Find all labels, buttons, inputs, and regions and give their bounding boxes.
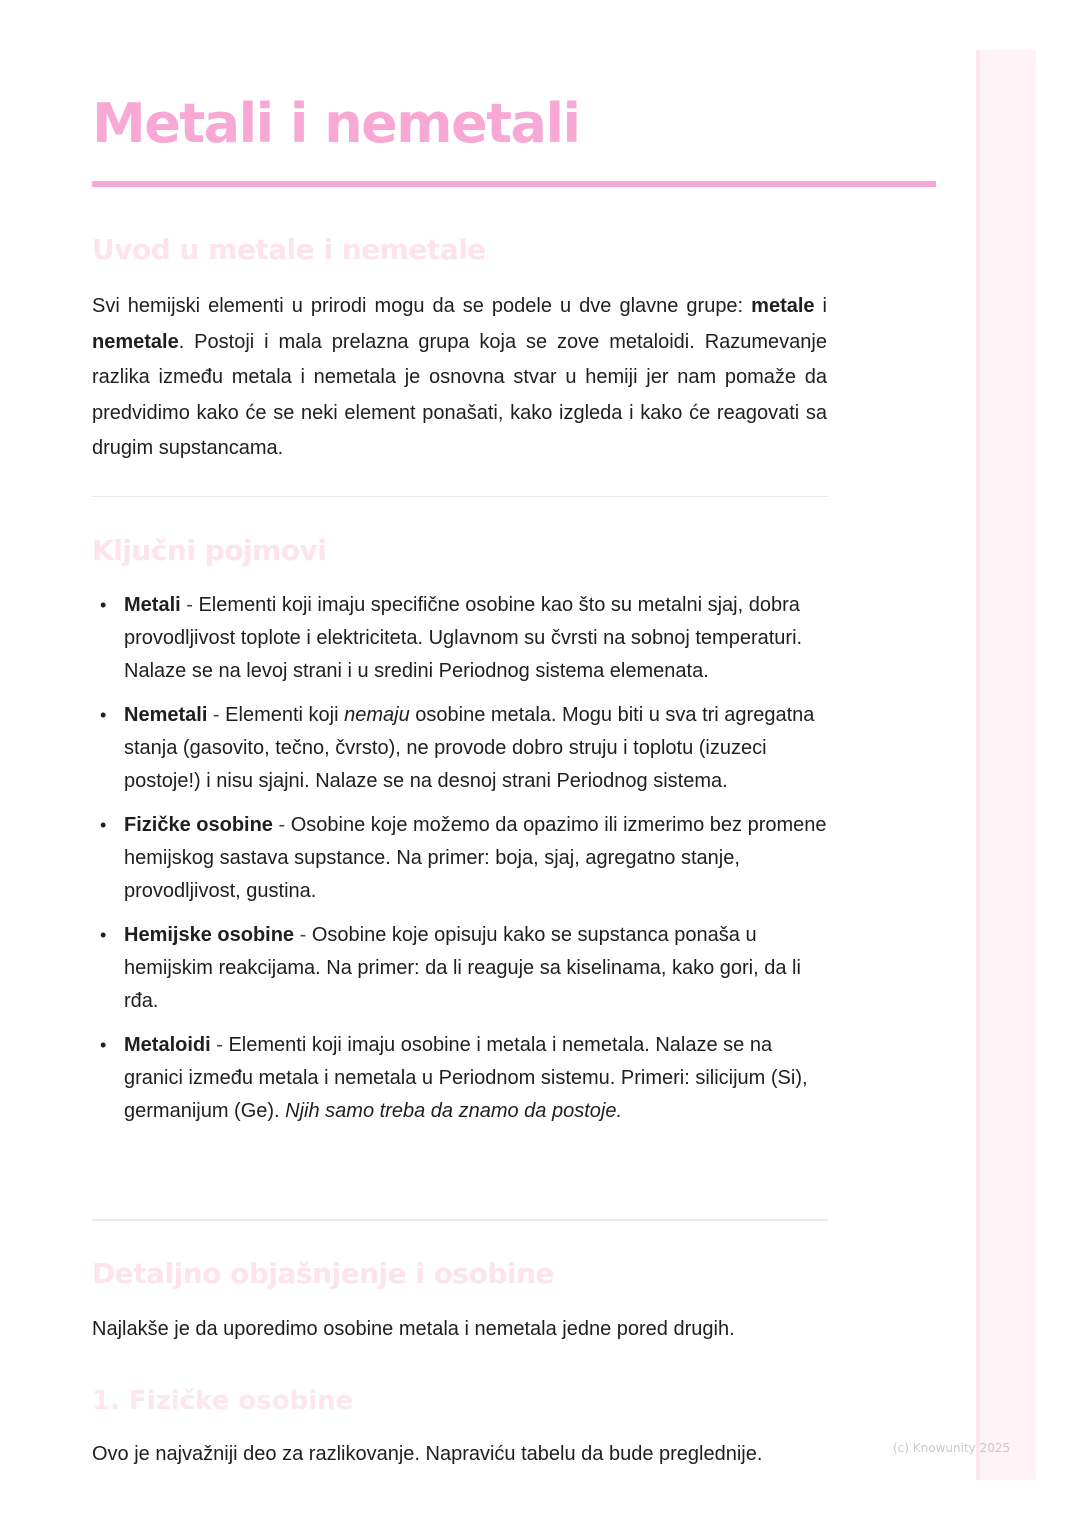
divider bbox=[92, 496, 828, 497]
term-label: Fizičke osobine bbox=[124, 814, 273, 836]
term-label: Nemetali bbox=[124, 704, 208, 726]
bullet-icon: • bbox=[100, 1035, 107, 1055]
term-description: Osobine koje možemo da opazimo ili izmerimo bez promene hemijskog sastava supstance. Na primer: boja, sjaj, agregatno stanje, provodljivost, gustina. bbox=[124, 814, 827, 902]
detail-heading: Detaljno objašnjenje i osobine bbox=[92, 1257, 554, 1290]
key-terms-list bbox=[92, 589, 832, 1139]
term-label: Metali bbox=[124, 594, 181, 616]
term-separator: - bbox=[210, 1034, 229, 1056]
detail-text: Najlakše je da uporedimo osobine metala i nemetala jedne pored drugih. bbox=[92, 1318, 735, 1340]
term-emphasis: Njih samo treba da znamo da postoje. bbox=[285, 1100, 623, 1122]
physical-properties-heading: 1. Fizičke osobine bbox=[92, 1386, 354, 1416]
term-description-rest: osobine metala. Mogu biti u sva tri agregatna stanja (gasovito, tečno, čvrsto), ne provode dobro struju i toplotu (izuzeci postoje!) i nisu sjajni. Nalaze se na desnoj strani Periodnog sistema. bbox=[124, 704, 815, 792]
physical-properties-text: Ovo je najvažniji deo za razlikovanje. Napraviću tabelu da bude preglednije. bbox=[92, 1443, 763, 1465]
list-item bbox=[92, 809, 832, 908]
term-description: Elementi koji bbox=[225, 704, 345, 726]
bullet-icon: • bbox=[100, 595, 107, 615]
term-description: Elementi koji imaju specifične osobine kao što su metalni sjaj, dobra provodljivost toplote i elektriciteta. Uglavnom su čvrsti na sobnoj temperaturi. Nalaze se na levoj strani i u sredini Periodnog sistema elemenata. bbox=[124, 594, 803, 682]
term-description: Elementi koji imaju osobine i metala i nemetala. Nalaze se na granici između metala i nemetala u Periodnom sistemu. Primeri: silicijum (Si), germanijum (Ge). bbox=[124, 1034, 808, 1122]
term-separator: - bbox=[207, 704, 226, 726]
term-emphasis: nemaju bbox=[344, 704, 410, 726]
intro-text-1: Svi hemijski elementi u prirodi mogu da se podele u dve glavne grupe: bbox=[92, 295, 752, 317]
intro-bold-metale: metale bbox=[751, 295, 815, 317]
divider bbox=[92, 1219, 828, 1221]
term-separator: - bbox=[272, 814, 291, 836]
bullet-icon: • bbox=[100, 705, 107, 725]
list-item bbox=[92, 1029, 832, 1128]
bullet-icon: • bbox=[100, 925, 107, 945]
side-strip bbox=[976, 50, 1036, 1480]
term-label: Hemijske osobine bbox=[124, 924, 295, 946]
key-terms-heading: Ključni pojmovi bbox=[92, 534, 327, 567]
copyright-footer: (c) Knowunity 2025 bbox=[893, 1441, 1011, 1455]
intro-bold-nemetale: nemetale bbox=[92, 330, 179, 353]
term-separator: - bbox=[180, 594, 199, 616]
intro-text-3: . Postoji i mala prelazna grupa koja se zove metaloidi. Razumevanje razlika između metala i nemetala je osnovna stvar u hemiji jer nam pomaže da predvidimo kako će se neki element ponašati, kako izgleda i kako će reagovati sa drugim supstancama. bbox=[92, 330, 827, 459]
intro-paragraph bbox=[92, 289, 827, 467]
term-separator: - bbox=[294, 924, 312, 946]
intro-heading: Uvod u metale i nemetale bbox=[92, 233, 486, 266]
page-title: Metali i nemetali bbox=[92, 92, 580, 155]
list-item bbox=[92, 919, 832, 1018]
term-label: Metaloidi bbox=[124, 1034, 211, 1056]
intro-text-2: i bbox=[814, 295, 828, 317]
list-item bbox=[92, 699, 832, 798]
term-description: Osobine koje opisuju kako se supstanca ponaša u hemijskim reakcijama. Na primer: da li reaguje sa kiselinama, kako gori, da li rđa. bbox=[124, 924, 801, 1012]
list-item bbox=[92, 589, 832, 688]
title-underline bbox=[92, 181, 936, 187]
bullet-icon: • bbox=[100, 815, 107, 835]
